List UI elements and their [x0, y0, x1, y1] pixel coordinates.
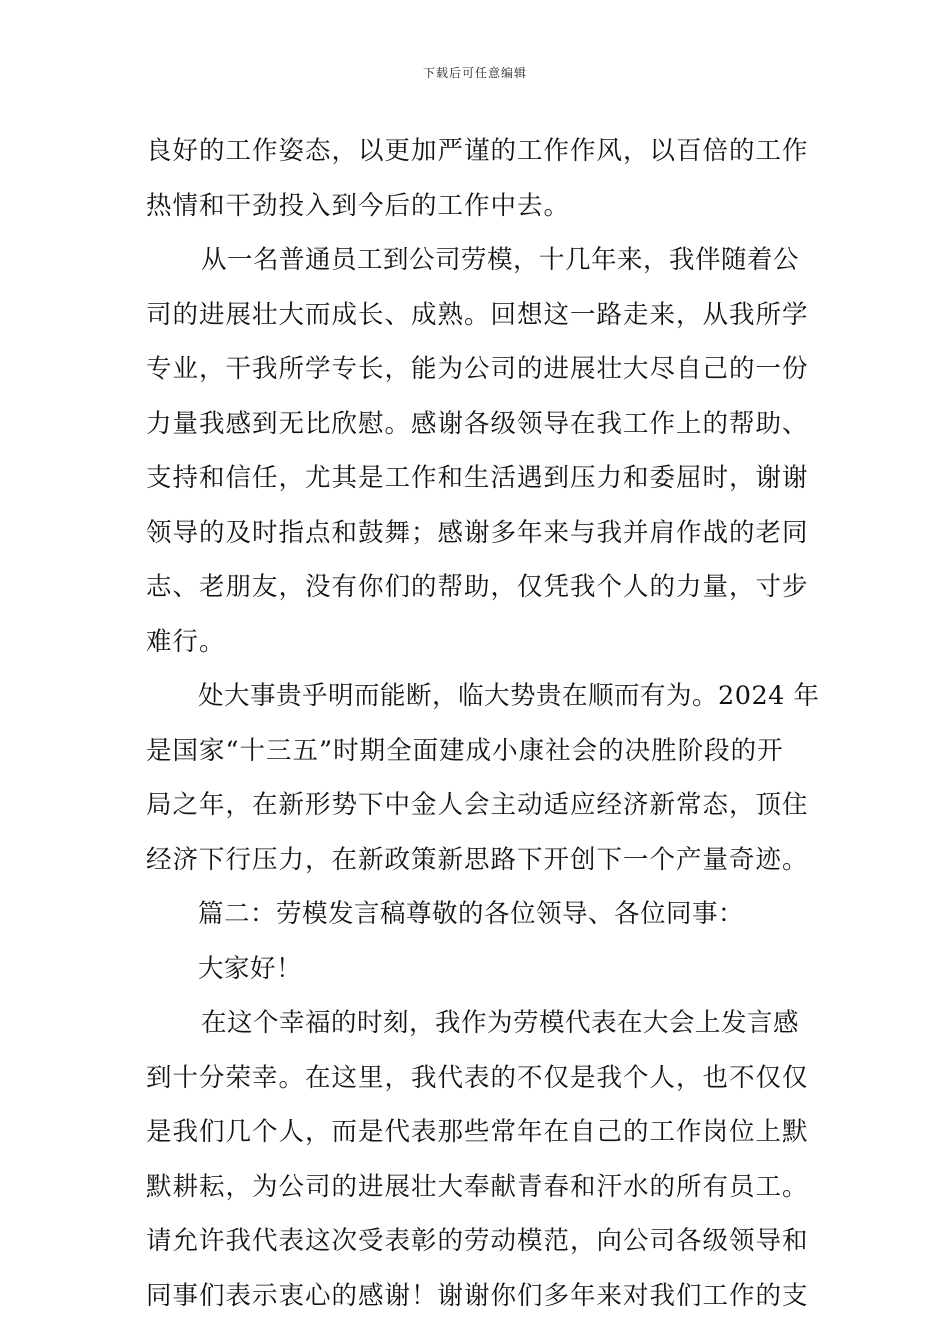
- text-line: 司的进展壮大而成长、成熟。回想这一路走来，从我所学: [146, 299, 809, 330]
- text-line: 默耕耘，为公司的进展壮大奉献青春和汗水的所有员工。: [146, 1171, 809, 1202]
- text-line: 是我们几个人，而是代表那些常年在自己的工作岗位上默: [146, 1117, 809, 1147]
- text-line: 领导的及时指点和鼓舞；感谢多年来与我并肩作战的老同: [146, 517, 809, 548]
- text-line: 到十分荣幸。在这里，我代表的不仅是我个人，也不仅仅: [146, 1062, 809, 1093]
- text-line: 同事们表示衷心的感谢！谢谢你们多年来对我们工作的支: [146, 1280, 809, 1311]
- text-line: 从一名普通员工到公司劳模，十几年来，我伴随着公: [201, 245, 800, 275]
- text-line: 局之年，在新形势下中金人会主动适应经济新常态，顶住: [146, 790, 809, 820]
- text-line: 力量我感到无比欣慰。感谢各级领导在我工作上的帮助、: [146, 408, 809, 439]
- text-line: 热情和干劲投入到今后的工作中去。: [146, 190, 571, 221]
- page-header-note: 下载后可任意编辑: [422, 66, 527, 80]
- text-line: 篇二：劳模发言稿尊敬的各位领导、各位同事：: [198, 899, 745, 929]
- text-line: 处大事贵乎明而能断，临大势贵在顺而有为。2024 年: [198, 681, 820, 711]
- text-line: 经济下行压力，在新政策新思路下开创下一个产量奇迹。: [146, 844, 809, 875]
- text-line: 志、老朋友，没有你们的帮助，仅凭我个人的力量，寸步: [146, 572, 809, 602]
- text-line: 专业，干我所学专长，能为公司的进展壮大尽自己的一份: [146, 354, 809, 384]
- text-line: 支持和信任，尤其是工作和生活遇到压力和委屈时，谢谢: [146, 463, 809, 493]
- text-line: 请允许我代表这次受表彰的劳动模范，向公司各级领导和: [146, 1226, 809, 1256]
- text-line: 在这个幸福的时刻，我作为劳模代表在大会上发言感: [201, 1008, 800, 1038]
- document-body: [146, 124, 820, 1323]
- text-line: 是国家“十三五”时期全面建成小康社会的决胜阶段的开: [146, 735, 784, 766]
- text-line: 良好的工作姿态，以更加严谨的工作作风，以百倍的工作: [146, 136, 809, 166]
- text-line: 大家好！: [198, 953, 303, 984]
- text-line: 难行。: [146, 626, 226, 657]
